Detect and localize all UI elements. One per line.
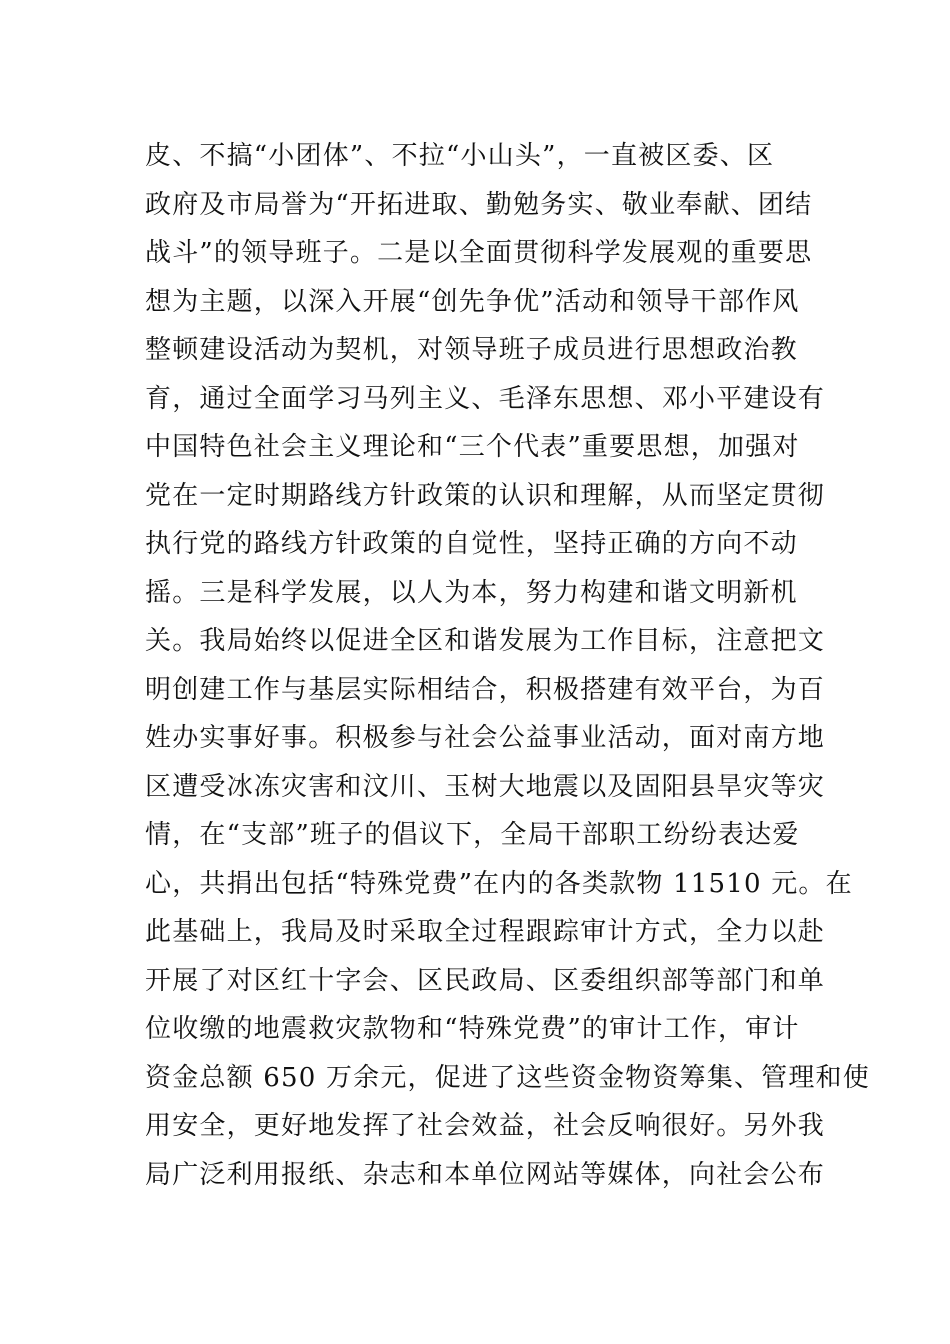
text-line: 摇。三是科学发展，以人为本，努力构建和谐文明新机	[145, 577, 798, 608]
text-line: 区遭受冰冻灾害和汶川、玉树大地震以及固阳县旱灾等灾	[145, 771, 826, 802]
text-line: 政府及市局誉为“开拓进取、勤勉务实、敬业奉献、团结	[145, 189, 813, 220]
text-line: 局广泛利用报纸、杂志和本单位网站等媒体，向社会公布	[145, 1159, 826, 1190]
text-line: 执行党的路线方针政策的自觉性，坚持正确的方向不动	[145, 529, 798, 559]
text-line: 用安全，更好地发挥了社会效益，社会反响很好。另外我	[145, 1111, 826, 1141]
text-line: 战斗”的领导班子。二是以全面贯彻科学发展观的重要思	[145, 238, 813, 268]
text-line: 皮、不搞“小团体”、不拉“小山头”，一直被区委、区	[145, 141, 775, 171]
text-line: 此基础上，我局及时采取全过程跟踪审计方式，全力以赴	[145, 917, 826, 947]
text-line: 中国特色社会主义理论和“三个代表”重要思想，加强对	[145, 432, 800, 462]
text-line: 明创建工作与基层实际相结合，积极搭建有效平台，为百	[145, 674, 826, 705]
text-line: 姓办实事好事。积极参与社会公益事业活动，面对南方地	[145, 723, 826, 753]
text-line: 想为主题，以深入开展“创先争优”活动和领导干部作风	[145, 286, 800, 317]
text-line: 关。我局始终以促进全区和谐发展为工作目标，注意把文	[145, 626, 826, 656]
text-line: 育，通过全面学习马列主义、毛泽东思想、邓小平建设有	[145, 383, 826, 414]
text-line: 心，共捐出包括“特殊党费”在内的各类款物 11510 元。在	[145, 868, 853, 899]
body-text	[145, 132, 870, 1199]
text-line: 开展了对区红十字会、区民政局、区委组织部等部门和单	[145, 965, 826, 996]
text-line: 整顿建设活动为契机，对领导班子成员进行思想政治教	[145, 335, 798, 365]
text-line: 党在一定时期路线方针政策的认识和理解，从而坚定贯彻	[145, 480, 826, 511]
text-line: 位收缴的地震救灾款物和“特殊党费”的审计工作，审计	[145, 1014, 800, 1044]
text-line: 资金总额 650 万余元，促进了这些资金物资筹集、管理和使	[145, 1062, 870, 1093]
text-line: 情，在“支部”班子的倡议下，全局干部职工纷纷表达爱	[145, 820, 800, 850]
